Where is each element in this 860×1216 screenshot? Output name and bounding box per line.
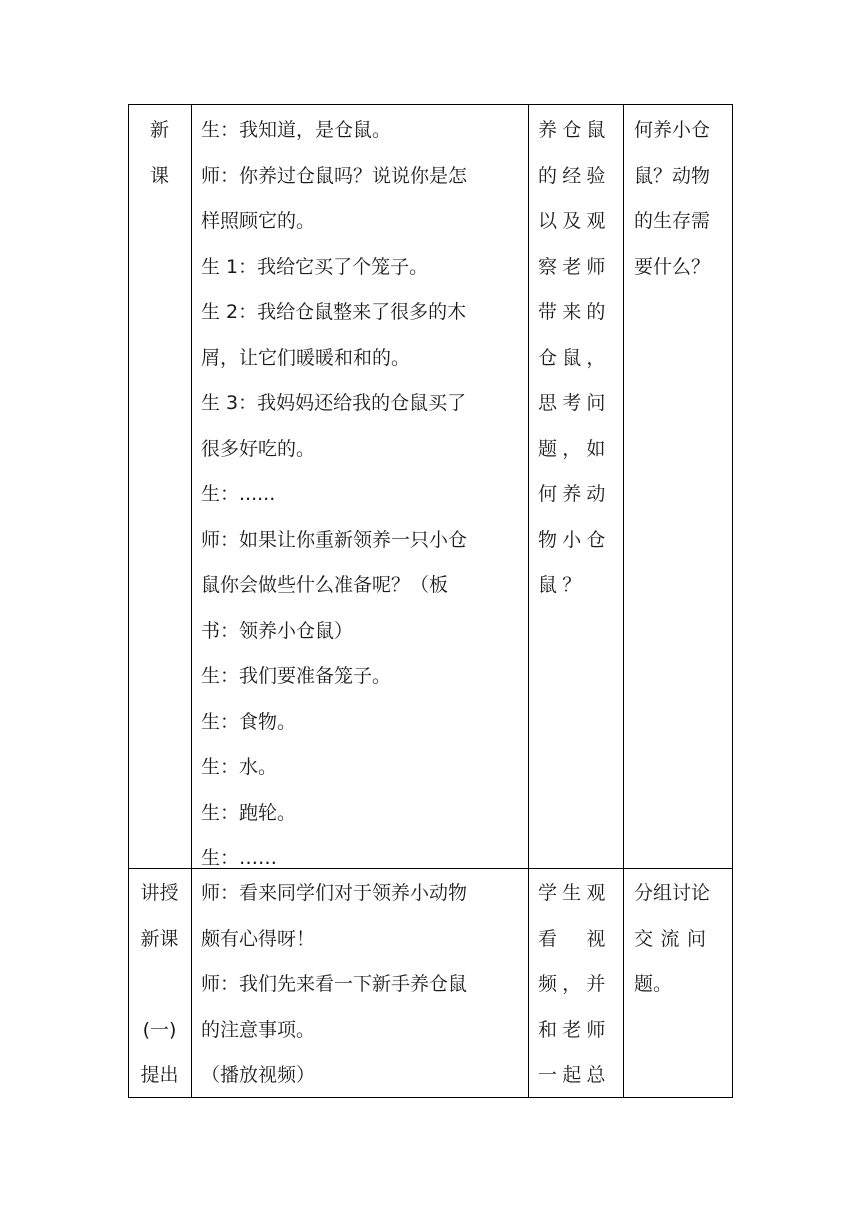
table-border-top <box>128 104 733 105</box>
activity-line: 鼠？ <box>538 574 587 596</box>
dialogue-line: （播放视频） <box>201 1064 316 1086</box>
dialogue-line: 鼠你会做些什么准备呢？（板 <box>201 574 449 596</box>
dialogue-line: 师：我们先来看一下新手养仓鼠 <box>201 973 468 995</box>
dialogue-line: 样照顾它的。 <box>201 210 316 232</box>
intent-line: 题。 <box>634 973 673 995</box>
design-intent-cell <box>624 108 733 290</box>
intent-line: 要什么？ <box>634 255 711 278</box>
activity-line: 仓鼠， <box>538 346 611 369</box>
activity-line: 养仓鼠 <box>538 119 611 141</box>
activity-line: 思考问 <box>538 392 611 414</box>
dialogue-cell <box>191 108 528 882</box>
dialogue-line: 生：我们要准备笼子。 <box>201 665 392 687</box>
dialogue-line: 师：你养过仓鼠吗？说说你是怎 <box>201 164 468 187</box>
activity-line: 何养动 <box>538 483 611 505</box>
dialogue-line: 生：跑轮。 <box>201 801 297 824</box>
stage-text: (一) <box>142 1018 177 1041</box>
dialogue-line: 生：...... <box>201 483 276 505</box>
activity-line: 的经验 <box>538 164 611 187</box>
stage-text <box>128 962 191 1008</box>
dialogue-line: 生：食物。 <box>201 710 297 733</box>
activity-line: 察老师 <box>538 255 611 278</box>
dialogue-line: 师：如果让你重新领养一只小仓 <box>201 528 468 551</box>
student-activity-cell <box>528 108 624 609</box>
design-intent-cell <box>624 871 733 1008</box>
intent-line: 的生存需 <box>634 210 711 232</box>
activity-line: 一起总 <box>538 1064 611 1086</box>
activity-line: 看 视 <box>538 927 611 950</box>
activity-line: 以及观 <box>538 210 611 232</box>
dialogue-cell <box>191 871 528 1099</box>
intent-line: 鼠？动物 <box>634 164 711 187</box>
stage-cell <box>128 871 191 1099</box>
activity-line: 带来的 <box>538 301 611 323</box>
dialogue-line: 师：看来同学们对于领养小动物 <box>201 882 468 904</box>
dialogue-line: 生：我知道，是仓鼠。 <box>201 119 392 141</box>
stage-text: 课 <box>149 164 169 187</box>
stage-text: 提出 <box>140 1064 179 1086</box>
dialogue-line: 很多好吃的。 <box>201 437 316 460</box>
dialogue-line: 生：…… <box>201 847 278 869</box>
stage-text: 新课 <box>140 927 179 950</box>
activity-line: 题，如 <box>538 437 611 460</box>
stage-text: 新 <box>149 119 169 141</box>
activity-line: 学生观 <box>538 882 611 904</box>
dialogue-line: 书：领养小仓鼠） <box>201 619 354 642</box>
activity-line: 和老师 <box>538 1018 611 1041</box>
dialogue-line: 的注意事项。 <box>201 1018 316 1041</box>
dialogue-line: 颇有心得呀！ <box>201 927 316 950</box>
dialogue-line: 生 1：我给它买了个笼子。 <box>201 255 429 278</box>
student-activity-cell <box>528 871 624 1099</box>
dialogue-line: 生：水。 <box>201 756 278 778</box>
dialogue-line: 生 2：我给仓鼠整来了很多的木 <box>201 301 467 323</box>
stage-text: 讲授 <box>140 882 179 904</box>
stage-cell <box>128 108 191 199</box>
activity-line: 物小仓 <box>538 528 611 551</box>
intent-line: 何养小仓 <box>634 119 711 141</box>
dialogue-line: 生 3：我妈妈还给我的仓鼠买了 <box>201 392 467 414</box>
intent-line: 交流问 <box>634 927 714 950</box>
dialogue-line: 屑，让它们暖暖和和的。 <box>201 346 411 369</box>
intent-line: 分组讨论 <box>634 882 711 904</box>
lesson-plan-table <box>128 104 733 1098</box>
activity-line: 频，并 <box>538 973 611 995</box>
